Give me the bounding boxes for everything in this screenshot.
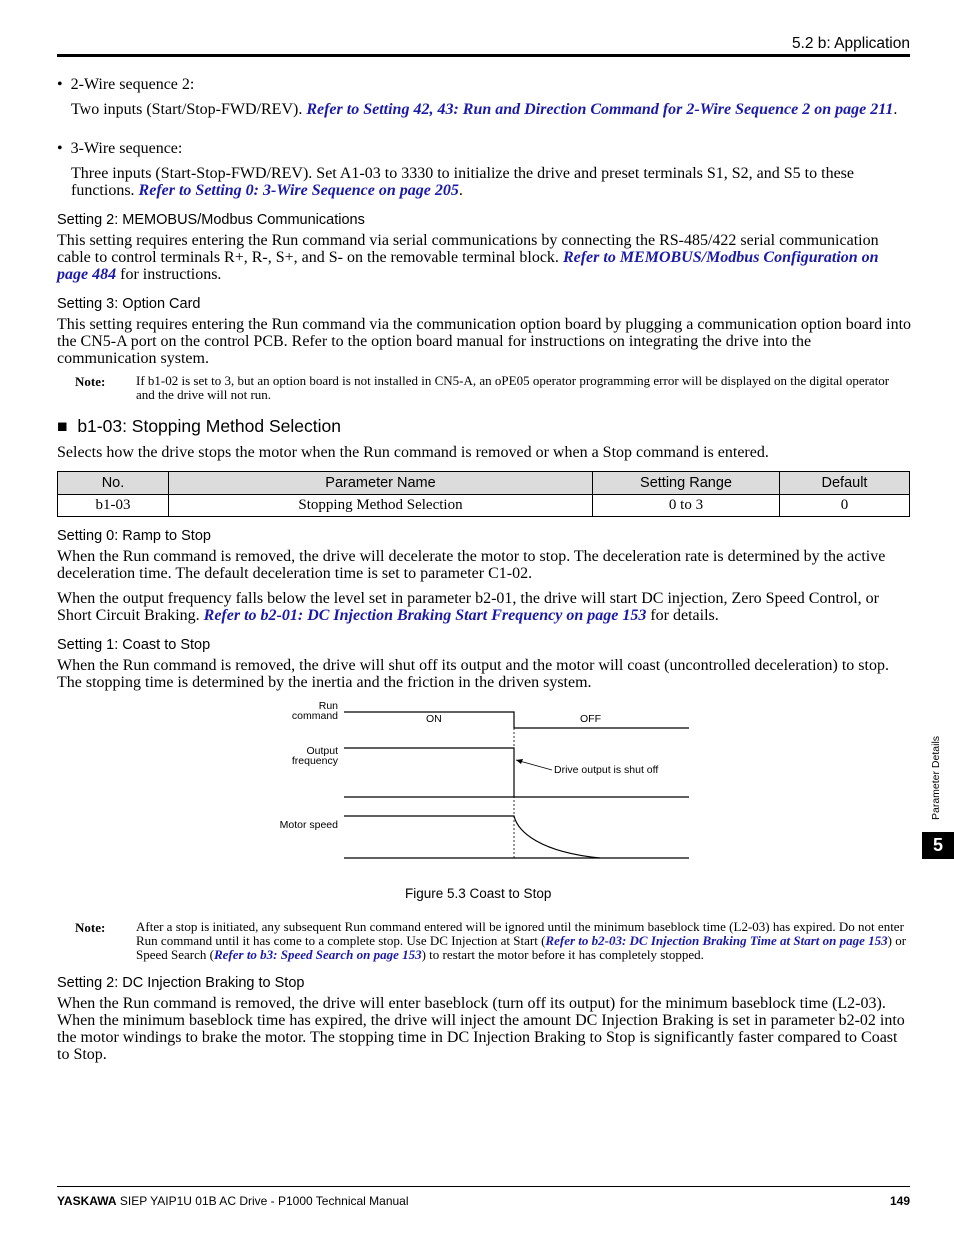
footer-manual-title: SIEP YAIP1U 01B AC Drive - P1000 Technical Manual (116, 1194, 409, 1208)
b103-intro: Selects how the drive stops the motor when the Run command is removed or when a Stop command is entered. (57, 444, 769, 461)
paragraph-ramp-1: When the Run command is removed, the drive will decelerate the motor to stop. The deceleration rate is determined by the active deceleration time. The default deceleration time is set to parameter C1-02. (57, 548, 886, 582)
section-header: 5.2 b: Application (791, 35, 910, 52)
page-number: 149 (889, 1194, 910, 1208)
heading-setting2-dc: Setting 2: DC Injection Braking to Stop (57, 975, 305, 991)
paragraph-option-card: This setting requires entering the Run command via the communication option board by plugging a communication option board into the CN5-A port on the control PCB. Refer to the option board manual for instructions on integrating the drive into the communication system. (57, 316, 912, 367)
heading-setting0-ramp: Setting 0: Ramp to Stop (57, 528, 211, 544)
note2-text-c: ) to restart the motor before it has completely stopped. (421, 947, 704, 962)
cell-parameter-name: Stopping Method Selection (169, 495, 593, 517)
bullet-dot: • (57, 140, 71, 157)
label-motor-speed: Motor speed (279, 819, 338, 831)
paragraph-ramp-2-text: When the output frequency falls below the level set in parameter b2-01, the drive will start DC injection, Zero Speed Control, or Short Circuit Braking. (57, 590, 879, 624)
bullet-dot: • (57, 76, 71, 93)
paragraph-dc-injection: When the Run command is removed, the drive will enter baseblock (turn off its output) for the minimum baseblock time (L2-03). When the minimum baseblock time has expired, the drive will inject the amount DC Injection Braking is set in parameter b2-02 into the motor windings to brake the motor. The stopping time in DC Injection Braking to Stop is significantly faster compared to Coast to Stop. (57, 995, 905, 1063)
b103-heading-text: b1-03: Stopping Method Selection (77, 416, 341, 436)
bullet-2wire-label: 2-Wire sequence 2: (70, 76, 195, 93)
label-command: command (291, 710, 338, 722)
label-frequency: frequency (291, 755, 338, 767)
annotation-drive-output-shut-off: Drive output is shut off (554, 764, 659, 776)
label-output: Output (306, 745, 338, 757)
chapter-number-tab: 5 (922, 832, 954, 859)
label-on: ON (426, 713, 442, 725)
side-tab-label: Parameter Details (930, 735, 942, 820)
output-frequency-signal (344, 748, 689, 797)
col-parameter-name: Parameter Name (169, 472, 593, 495)
paragraph-3wire-tail: . (458, 182, 463, 199)
note2-text-b: ) or Speed Search ( (136, 933, 907, 962)
label-run: Run (318, 700, 338, 712)
link-memobus-config[interactable]: Refer to MEMOBUS/Modbus Configuration on page 484 (57, 249, 879, 283)
heading-setting1-coast: Setting 1: Coast to Stop (57, 637, 211, 653)
annotation-arrowhead (516, 759, 523, 764)
label-off: OFF (580, 713, 601, 725)
link-b203[interactable]: Refer to b2-03: DC Injection Braking Time at Start on page 153 (545, 933, 888, 948)
link-b3-speed-search[interactable]: Refer to b3: Speed Search on page 153 (213, 947, 422, 962)
paragraph-ramp-2-tail: for details. (646, 607, 719, 624)
run-command-signal (344, 712, 689, 728)
col-default: Default (780, 472, 910, 495)
link-3wire-sequence[interactable]: Refer to Setting 0: 3-Wire Sequence on page 205 (138, 182, 459, 199)
square-bullet-icon: ■ (57, 416, 68, 436)
footer-brand: YASKAWA (57, 1194, 117, 1208)
col-no: No. (58, 472, 169, 495)
heading-setting3-option: Setting 3: Option Card (57, 296, 201, 312)
cell-no: b1-03 (58, 495, 169, 517)
link-b201[interactable]: Refer to b2-01: DC Injection Braking Start Frequency on page 153 (203, 607, 647, 624)
paragraph-2wire-text: Two inputs (Start/Stop-FWD/REV). (71, 101, 307, 118)
motor-speed-curve (344, 816, 689, 858)
cell-setting-range: 0 to 3 (593, 495, 780, 517)
note2-text (136, 920, 912, 962)
note1-text: If b1-02 is set to 3, but an option board is not installed in CN5-A, an oPE05 operator programming error will be displayed on the digital operator and the drive will not run. (136, 373, 890, 402)
footer-title (57, 1194, 409, 1208)
figure-caption: Figure 5.3 Coast to Stop (405, 886, 552, 901)
link-2wire-sequence[interactable]: Refer to Setting 42, 43: Run and Direction Command for 2-Wire Sequence 2 on page 211 (306, 101, 894, 118)
paragraph-memobus-tail: for instructions. (116, 266, 222, 283)
paragraph-2wire-tail: . (893, 101, 898, 118)
footer-rule (57, 1186, 910, 1187)
paragraph-3wire-text: Three inputs (Start-Stop-FWD/REV). Set A1-03 to 3330 to initialize the drive and preset terminals S1, S2, and S5 to these functions. (71, 165, 854, 199)
note1-label: Note: (75, 374, 106, 389)
cell-default: 0 (780, 495, 910, 517)
paragraph-memobus-text: This setting requires entering the Run command via serial communications by connecting the RS-485/422 serial communication cable to control terminals R+, R-, S+, and S- on the removable terminal block. (57, 232, 879, 266)
col-setting-range: Setting Range (593, 472, 780, 495)
heading-setting2-memobus: Setting 2: MEMOBUS/Modbus Communications (57, 212, 365, 228)
bullet-3wire-label: 3-Wire sequence: (70, 140, 183, 157)
paragraph-coast: When the Run command is removed, the drive will shut off its output and the motor will coast (uncontrolled deceleration) to stop. The stopping time is determined by the inertia and the friction in the driven system. (57, 657, 889, 691)
note2-text-a: After a stop is initiated, any subsequent Run command entered will be ignored until the minimum baseblock time (L2-03) has expired. Do not enter Run command until it has come to a complete stop. Use DC Injection at Start ( (136, 919, 904, 948)
note2-label: Note: (75, 920, 106, 935)
